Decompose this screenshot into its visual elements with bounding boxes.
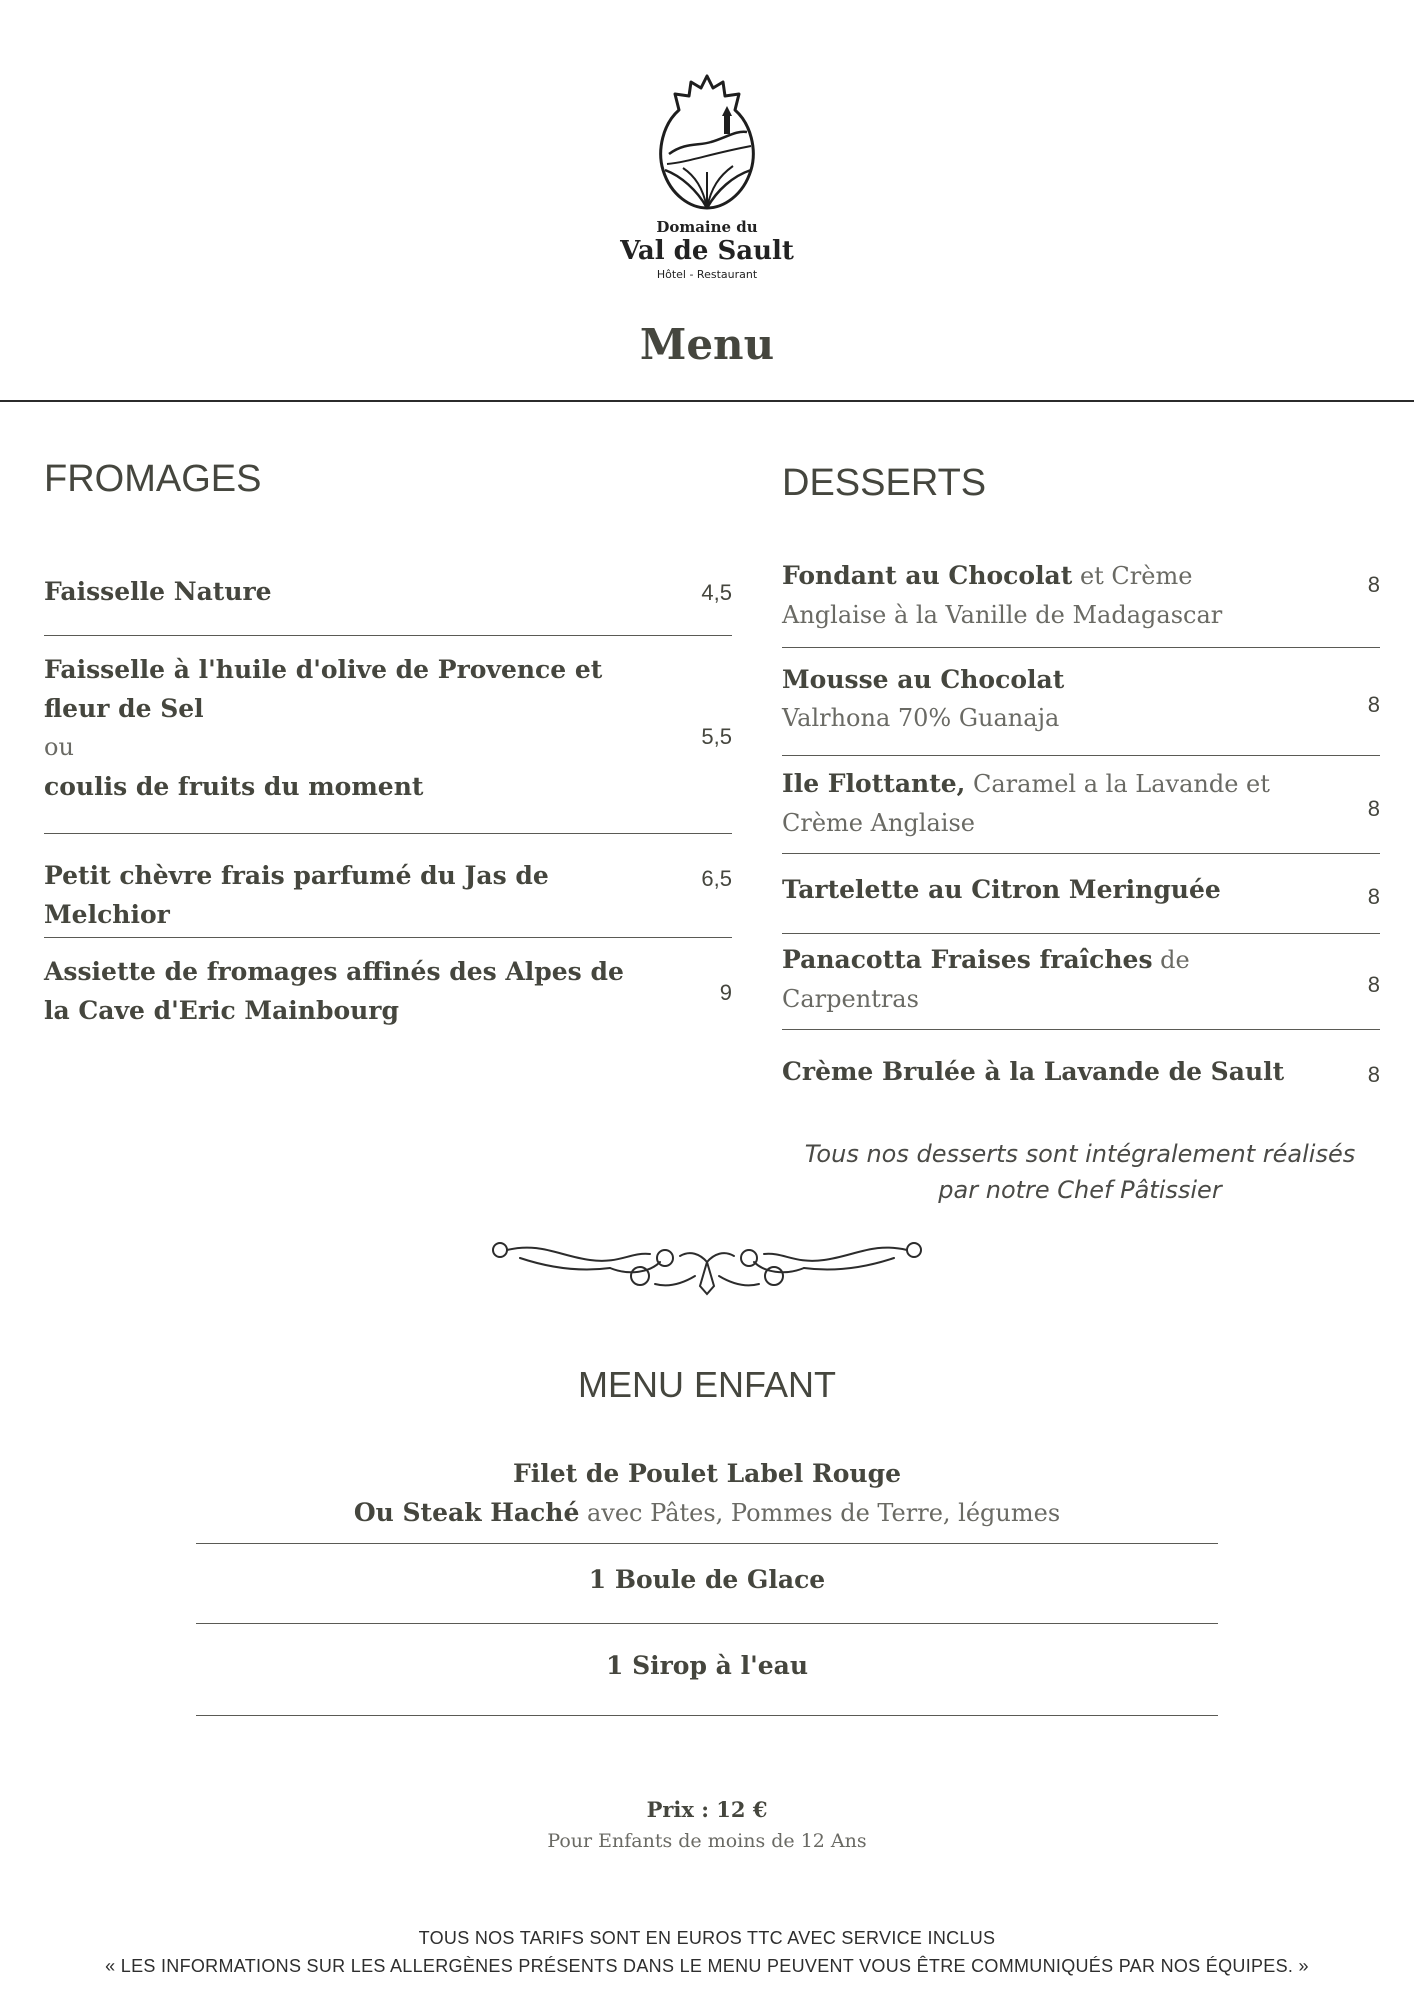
item-name-alt: coulis de fruits du moment: [44, 772, 424, 801]
item-desc: de Carpentras: [782, 946, 1190, 1013]
kids-price: Prix : 12 €: [646, 1797, 768, 1822]
item-price: 9: [719, 980, 732, 1005]
item-name: Crème Brulée à la Lavande de Sault: [782, 1057, 1285, 1086]
logo-emblem-icon: [647, 72, 767, 212]
desserts-title: DESSERTS: [782, 462, 987, 504]
item-or: ou: [44, 733, 74, 761]
item-price: 6,5: [701, 866, 732, 891]
item-name: Tartelette au Citron Meringuée: [782, 875, 1221, 904]
item-desc: Valrhona 70% Guanaja: [782, 704, 1060, 732]
item-name: Ile Flottante,: [782, 769, 966, 798]
item-text: [782, 764, 1282, 843]
item-desc: et Crème Anglaise à la Vanille de Madagascar: [782, 562, 1223, 629]
item-desc: Caramel a la Lavande et Crème Anglaise: [782, 770, 1270, 837]
list-item: [782, 550, 1380, 648]
item-name: Panacotta Fraises fraîches: [782, 945, 1153, 974]
kids-menu-title: MENU ENFANT: [577, 1364, 836, 1405]
kids-main-alt: Ou Steak Haché: [353, 1498, 580, 1527]
item-text: [782, 556, 1292, 635]
page-title: Menu: [639, 320, 775, 369]
kids-main-desc: avec Pâtes, Pommes de Terre, légumes: [579, 1499, 1061, 1527]
item-text: [782, 940, 1282, 1019]
item-name: Fondant au Chocolat: [782, 561, 1073, 590]
item-price: 8: [1367, 884, 1380, 909]
list-item: [782, 934, 1380, 1030]
header-divider: [0, 400, 1414, 402]
list-item: [44, 560, 732, 636]
kids-price-block: [0, 1794, 1414, 1856]
logo-line-domaine: Domaine du: [656, 218, 758, 236]
item-price: 8: [1367, 572, 1380, 597]
item-price: 8: [1367, 692, 1380, 717]
list-item: [782, 756, 1380, 854]
kids-main-course: [196, 1450, 1218, 1544]
item-name: Mousse au Chocolat: [782, 665, 1065, 694]
footer-allergens-note: « LES INFORMATIONS SUR LES ALLERGÈNES PRÉSENTS DANS LE MENU PEUVENT VOUS ÊTRE COMMUNIQUÉS PAR NOS ÉQUIPES. »: [105, 1956, 1309, 1976]
footer-prices-note: TOUS NOS TARIFS SONT EN EUROS TTC AVEC SERVICE INCLUS: [418, 1928, 996, 1948]
kids-dessert: [196, 1544, 1218, 1624]
item-price: 8: [1367, 972, 1380, 997]
restaurant-logo: [600, 72, 814, 281]
item-name: Faisselle à l'huile d'olive de Provence et fleur de Sel: [44, 655, 603, 723]
item-price: 5,5: [701, 724, 732, 749]
kids-main-line1: Filet de Poulet Label Rouge: [512, 1459, 901, 1488]
item-price: 8: [1367, 1062, 1380, 1087]
item-text: [782, 660, 1292, 738]
kids-main-line2: [196, 1493, 1218, 1533]
logo-line-subtitle: Hôtel - Restaurant: [656, 268, 758, 281]
item-price: 4,5: [701, 580, 732, 605]
flourish-divider-icon: [480, 1232, 934, 1296]
item-name: Petit chèvre frais parfumé du Jas de Melchior: [44, 861, 549, 929]
kids-price-note: Pour Enfants de moins de 12 Ans: [547, 1830, 867, 1852]
logo-line-name: Val de Sault: [620, 236, 794, 266]
list-item: [782, 648, 1380, 756]
list-item: [782, 1030, 1380, 1110]
kids-dessert-name: 1 Boule de Glace: [588, 1565, 826, 1594]
kids-drink-name: 1 Sirop à l'eau: [605, 1651, 808, 1680]
desserts-note: Tous nos desserts sont intégralement réalisés par notre Chef Pâtissier: [804, 1140, 1356, 1204]
list-item: [44, 834, 732, 938]
fromages-title: FROMAGES: [44, 458, 262, 500]
kids-drink: [196, 1624, 1218, 1716]
list-item: [782, 854, 1380, 934]
list-item: [44, 636, 732, 834]
item-name: Faisselle Nature: [44, 577, 272, 606]
item-price: 8: [1367, 796, 1380, 821]
item-name: Assiette de fromages affinés des Alpes de la Cave d'Eric Mainbourg: [44, 957, 624, 1025]
list-item: [44, 938, 732, 1038]
